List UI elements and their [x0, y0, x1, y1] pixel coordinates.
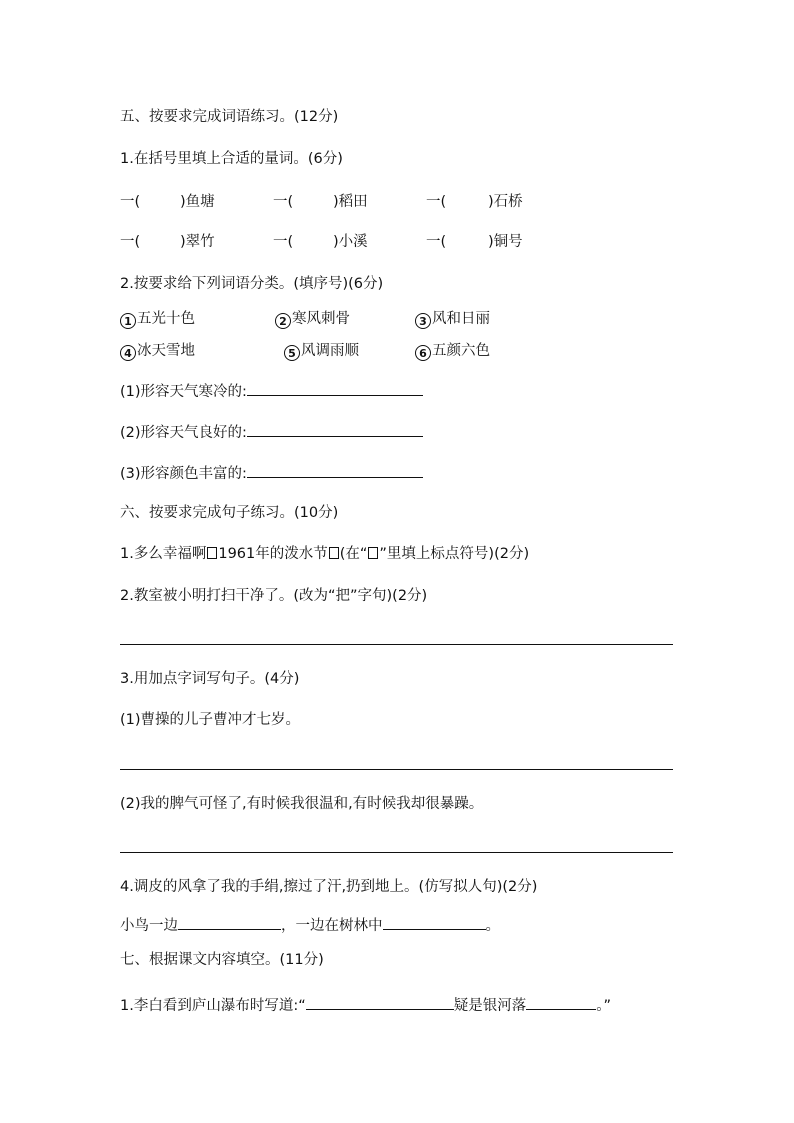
measure-word: )稻田: [333, 194, 368, 210]
answer-blank[interactable]: [526, 996, 596, 1010]
measure-word: )鱼塘: [180, 194, 215, 210]
measure-word: )小溪: [333, 234, 368, 250]
section-5-title: 五、按要求完成词语练习。(12分): [120, 109, 339, 125]
answer-line[interactable]: [120, 644, 673, 645]
measure-open: 一(: [120, 194, 141, 210]
s6-q1-part-b: 1961年的泼水节: [218, 546, 328, 562]
measure-word: )铜号: [488, 234, 523, 250]
option-1: [120, 312, 195, 329]
s7-q1-part-a: 1.李白看到庐山瀑布时写道:“: [120, 998, 306, 1014]
measure-open: 一(: [273, 234, 294, 250]
option-3: [415, 312, 490, 329]
circled-number: 3: [415, 313, 431, 329]
answer-line[interactable]: [120, 769, 673, 770]
option-text: 五颜六色: [432, 343, 490, 359]
measure-word: )石桥: [488, 194, 523, 210]
answer-blank[interactable]: [383, 916, 486, 930]
answer-blank[interactable]: [247, 423, 423, 437]
option-4: [120, 344, 195, 361]
s6-q1-part-c: (在“: [339, 546, 368, 562]
measure-open: 一(: [120, 234, 141, 250]
option-5: [284, 344, 359, 361]
classify-label: (3)形容颜色丰富的:: [120, 466, 247, 482]
measure-word: )翠竹: [180, 234, 215, 250]
fill-part-b: ，一边在树林中: [281, 918, 383, 934]
s6-q2: 2.教室被小明打扫干净了。(改为“把”字句)(2分): [120, 588, 428, 604]
s6-q3-1: (1)曹操的儿子曹冲才七岁。: [120, 712, 301, 728]
box-symbol: [368, 547, 378, 559]
q2-title: 2.按要求给下列词语分类。(填序号)(6分): [120, 276, 384, 292]
option-text: 风调雨顺: [301, 343, 359, 359]
classify-label: (1)形容天气寒冷的:: [120, 384, 247, 400]
s6-q1: [120, 547, 529, 562]
punctuation-box[interactable]: [329, 547, 339, 559]
option-text: 风和日丽: [432, 311, 490, 327]
s6-q1-part-d: ”里填上标点符号)(2分): [379, 546, 530, 562]
section-6-title: 六、按要求完成句子练习。(10分): [120, 505, 339, 521]
s6-q1-part-a: 1.多么幸福啊: [120, 546, 207, 562]
option-text: 五光十色: [137, 311, 195, 327]
punctuation-box[interactable]: [207, 547, 217, 559]
answer-blank[interactable]: [178, 916, 281, 930]
s6-q3: 3.用加点字词写句子。(4分): [120, 671, 300, 687]
classify-cold: [120, 382, 423, 400]
circled-number: 1: [120, 313, 136, 329]
s6-q3-2: (2)我的脾气可怪了,有时候我很温和,有时候我却很暴躁。: [120, 796, 484, 812]
answer-blank[interactable]: [306, 996, 454, 1010]
classify-colorful: [120, 464, 423, 482]
fill-part-c: 。: [485, 918, 500, 934]
answer-blank[interactable]: [247, 464, 423, 478]
s6-q4: 4.调皮的风拿了我的手绢,擦过了汗,扔到地上。(仿写拟人句)(2分): [120, 879, 538, 895]
option-6: [415, 344, 490, 361]
measure-open: 一(: [426, 234, 447, 250]
classify-good: [120, 423, 423, 441]
measure-open: 一(: [273, 194, 294, 210]
option-text: 冰天雪地: [137, 343, 195, 359]
answer-blank[interactable]: [247, 382, 423, 396]
q1-title: 1.在括号里填上合适的量词。(6分): [120, 151, 343, 167]
s7-q1: [120, 996, 611, 1014]
s7-q1-part-c: 。”: [596, 998, 611, 1014]
option-text: 寒风刺骨: [292, 311, 350, 327]
s7-q1-part-b: 疑是银河落: [453, 998, 527, 1014]
circled-number: 5: [284, 345, 300, 361]
circled-number: 2: [275, 313, 291, 329]
circled-number: 6: [415, 345, 431, 361]
circled-number: 4: [120, 345, 136, 361]
fill-part-a: 小鸟一边: [120, 918, 178, 934]
s6-q4-fill: [120, 916, 500, 934]
measure-open: 一(: [426, 194, 447, 210]
classify-label: (2)形容天气良好的:: [120, 425, 247, 441]
answer-line[interactable]: [120, 852, 673, 853]
option-2: [275, 312, 350, 329]
section-7-title: 七、根据课文内容填空。(11分): [120, 952, 324, 968]
